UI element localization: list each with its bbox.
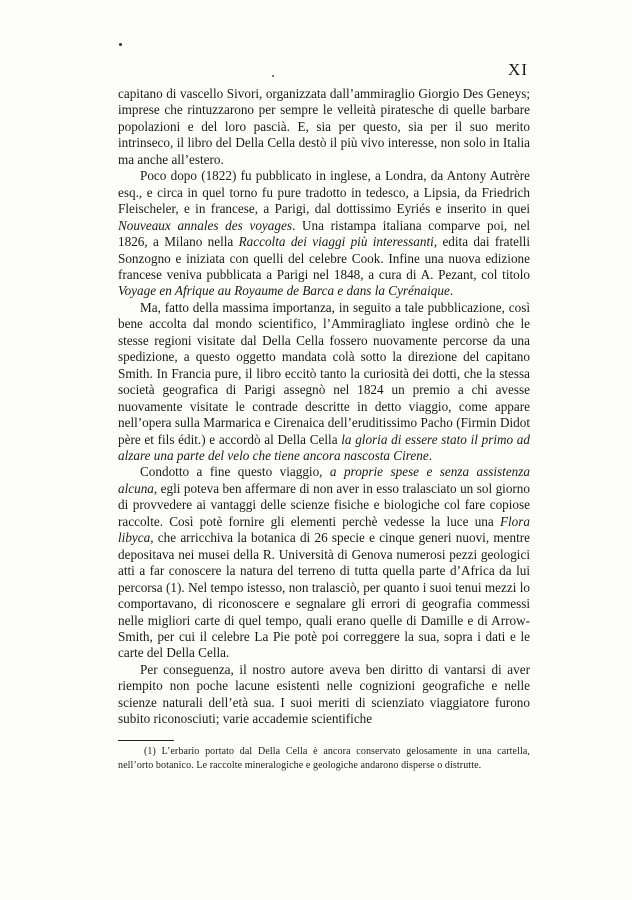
body-text <box>118 86 530 728</box>
print-speck <box>119 43 122 46</box>
footnote <box>118 745 530 773</box>
text-run: Poco dopo (1822) fu pubblicato in inglese, a Londra, da Antony Autrère esq., e circa in quel torno fu pure tradotto in tedesco, a Lipsia, da Friedrich Fleischeler, e in francese, a Parigi, dal dottissimo Eyriés e inserito in quei <box>118 168 530 217</box>
italic-text: Flora libyca <box>118 513 530 546</box>
print-speck <box>272 75 274 77</box>
text-run: Per conseguenza, il nostro autore aveva ben diritto di vantarsi di aver riempito non poche lacune esistenti nelle cognizioni geografiche e nelle scienze naturali dell’età sua. I suoi meriti di scienziato viaggiatore furono subito riconosciuti; varie accademie scientifiche <box>118 661 530 727</box>
paragraph <box>118 300 530 465</box>
italic-text: la gloria di essere stato il primo ad alzare una parte del velo che tiene ancora nascosta Cirene <box>118 431 530 463</box>
text-run: , egli poteva ben affermare di non aver in esso tralasciato un sol giorno di provvedere ai vantaggi delle scienze fisiche e biologiche col fare copiose raccolte. Così potè fornire gli elementi perchè vedesse la luce una <box>118 480 530 529</box>
paragraph <box>118 168 530 300</box>
paragraph <box>118 464 530 661</box>
italic-text: Raccolta dei viaggi più interessanti <box>238 234 434 250</box>
italic-text: Voyage en Afrique au Royaume de Barca e dans la Cyrénaique <box>118 283 450 299</box>
italic-text: Nouveaux annales des voyages <box>118 217 292 233</box>
text-run: , che arricchiva la botanica di 26 specie e cinque generi nuovi, mentre depositava nei musei della R. Università di Genova numerosi pezzi geologici atti a far conoscere la natura del terreno di tutta quella parte d’Africa da lui percorsa (1). Nel tempo istesso, non tralasciò, per quanto i suoi tenui mezzi lo comportavano, di riconoscere e segnalare gli errori di geografia commessi nelle migliori carte di quel tempo, quali erano quelle di Damille e di Arrow-Smith, per cui il celebre La Pie potè poi correggere la sua, sopra i dati e le carte del Della Cella. <box>118 530 530 661</box>
text-run: Ma, fatto della massima importanza, in seguito a tale pubblicazione, così bene accolta dal mondo scientifico, l’Ammiragliato inglese ordinò che le stesse regioni visitate dal Della Cella fossero nuovamente percorse da una spedizione, a questo oggetto mandata colà sotto la direzione del capitano Smith. In Francia pure, il libro eccitò tanto la curiosità dei dotti, che la stessa società geografica di Parigi assegnò nel 1824 un premio a chi avesse nuovamente visitate le contrade descritte in detto viaggio, come appare nell’opera sulla Marmarica e Cirenaica dell’eruditissimo Pacho (Firmin Didot père et fils édit.) e accordò al Della Cella <box>118 299 530 447</box>
text-run: . <box>428 447 432 463</box>
paragraph <box>118 662 530 728</box>
text-run: . <box>449 283 454 299</box>
page-number: XI <box>508 60 528 79</box>
text-run: . Una ristampa italiana comparve poi, nel 1826, a Milano nella <box>118 217 530 250</box>
text-run: Condotto a fine questo viaggio, <box>140 464 330 480</box>
paragraph <box>118 86 530 168</box>
text-run: , edita dai fratelli Sonzogno e iniziata con quelli del celebre Cook. Infine una nuova edizione francese veniva pubblicata a Parigi nel 1848, a cura di A. Pezant, col titolo <box>118 234 531 282</box>
footnote-text: (1) L’erbario portato dal Della Cella è ancora conservato gelosamente in una cartella, nell’orto botanico. Le raccolte mineralogiche e geologiche andarono disperse o distrutte. <box>118 746 530 771</box>
text-run: capitano di vascello Sivori, organizzata dall’ammiraglio Giorgio Des Geneys; imprese che rintuzzarono per sempre le velleità piratesche di quelle barbare popolazioni e del loro pascià. E, sia per questo, sia per il suo merito intrinseco, il libro del Della Cella destò il più vivo interesse, non solo in Italia ma anche all’estero. <box>118 86 530 167</box>
footnote-rule <box>118 740 174 741</box>
italic-text: a proprie spese e senza assistenza alcuna <box>118 464 530 496</box>
